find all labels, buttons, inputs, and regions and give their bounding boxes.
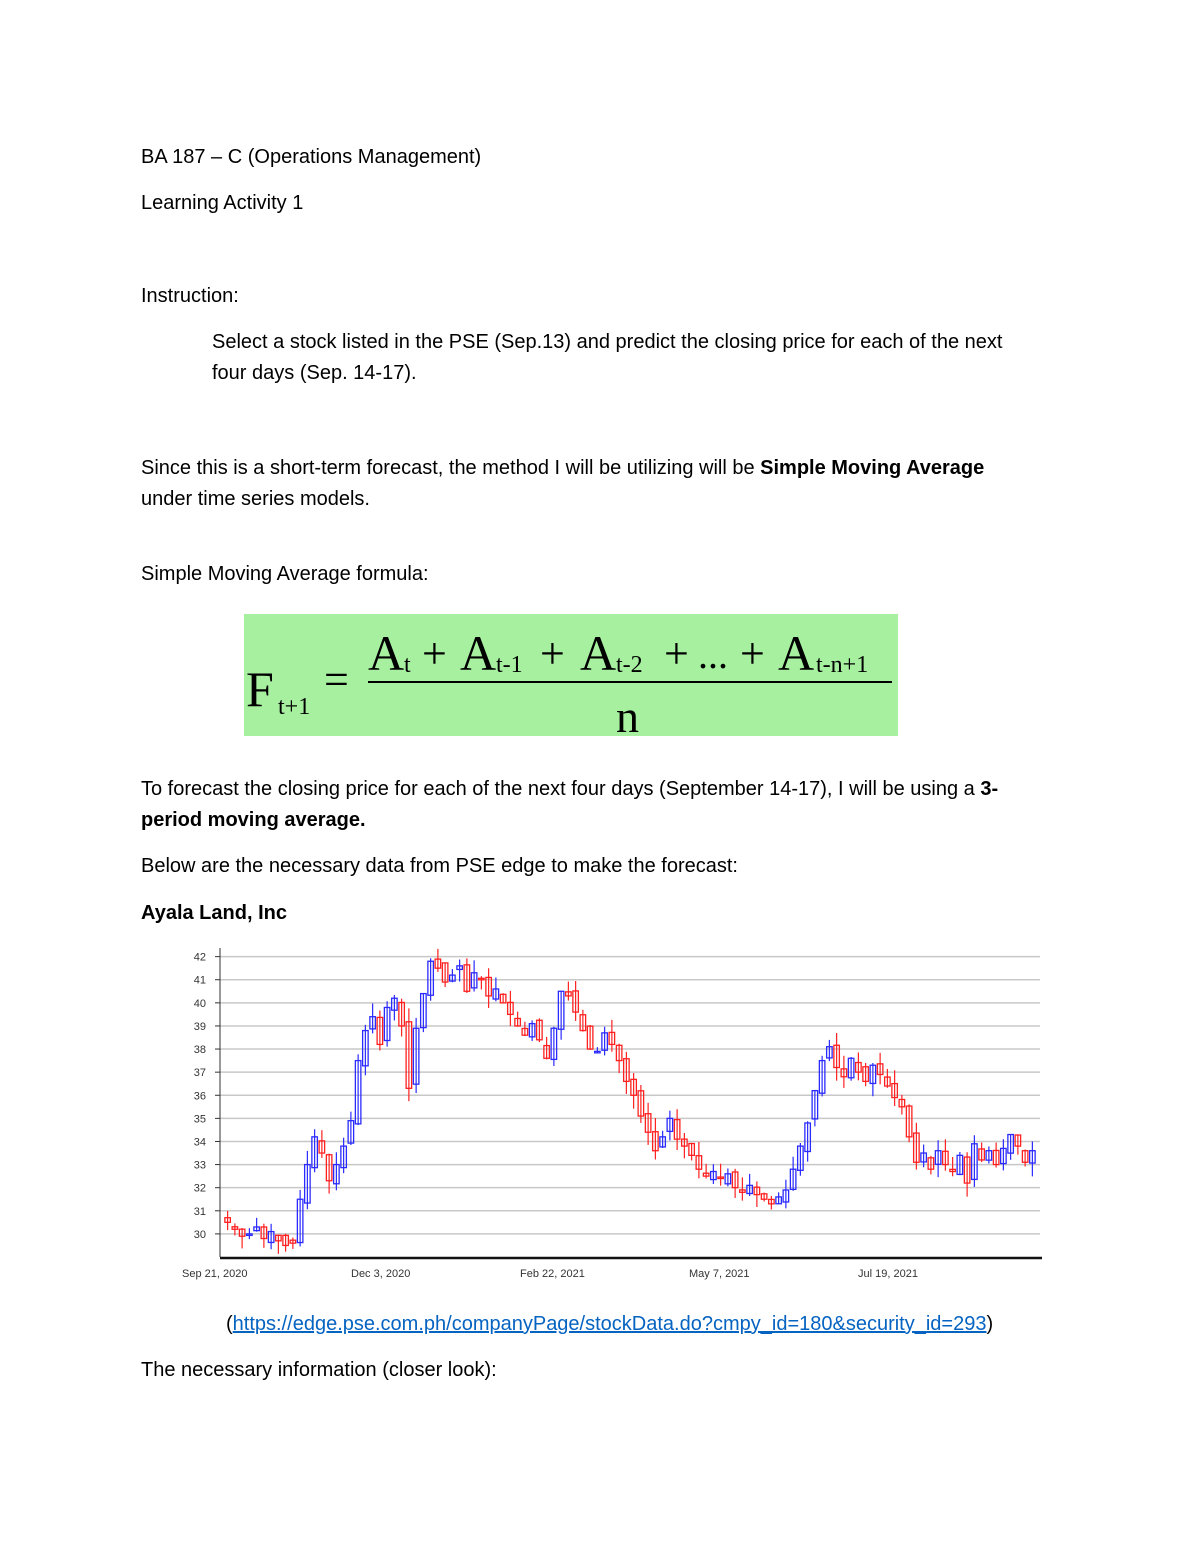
candle	[334, 1152, 340, 1190]
candle	[442, 963, 448, 987]
candle	[848, 1057, 854, 1081]
candle	[587, 1025, 593, 1050]
formula-term-sub: t-2	[616, 652, 643, 678]
instruction-text-line1: Select a stock listed in the PSE (Sep.13) and predict the closing price for each of the next	[212, 331, 1003, 353]
candle	[239, 1228, 245, 1248]
candle	[914, 1123, 920, 1170]
candle	[392, 995, 398, 1021]
x-tick-label: Feb 22, 2021	[520, 1268, 585, 1280]
formula-term-sub: t-1	[496, 652, 523, 678]
candle	[479, 976, 485, 989]
candle	[776, 1192, 782, 1204]
y-tick-label: 40	[193, 997, 206, 1010]
candle	[384, 1001, 390, 1046]
candle	[906, 1104, 912, 1142]
moving-average-formula	[244, 614, 898, 736]
candle	[950, 1157, 956, 1176]
chart-axes	[182, 948, 1042, 1280]
candle	[399, 999, 405, 1037]
candle	[225, 1211, 231, 1230]
candle	[312, 1129, 318, 1172]
candle	[406, 1008, 412, 1101]
candle	[783, 1180, 789, 1209]
candle	[319, 1130, 325, 1158]
formula-lhs-sub: t+1	[278, 694, 311, 720]
candle	[689, 1143, 695, 1161]
candle	[1008, 1135, 1014, 1160]
formula-denominator: n	[616, 691, 639, 736]
candle	[696, 1142, 702, 1178]
formula-term-var: A	[778, 625, 815, 681]
candle	[537, 1018, 543, 1042]
y-tick-label: 35	[193, 1113, 206, 1126]
candle	[667, 1111, 673, 1141]
candle	[413, 1018, 419, 1093]
formula-term-var: A	[368, 625, 405, 681]
candle	[892, 1070, 898, 1106]
candle	[363, 1025, 369, 1075]
candle	[747, 1174, 753, 1196]
closer-look-text: The necessary information (closer look):	[141, 1359, 497, 1381]
candle	[682, 1133, 688, 1158]
candle	[290, 1238, 296, 1249]
candle	[638, 1085, 644, 1123]
candle	[297, 1190, 303, 1247]
candle	[370, 1003, 376, 1033]
y-tick-label: 36	[193, 1090, 206, 1103]
candle	[740, 1177, 746, 1200]
source-link[interactable]: https://edge.pse.com.ph/companyPage/stockData.do?cmpy_id=180&security_id=293	[232, 1313, 987, 1335]
candle	[863, 1063, 869, 1086]
candle	[972, 1135, 978, 1187]
candle	[348, 1112, 354, 1145]
candle	[1015, 1135, 1021, 1155]
forecast-paragraph-line2	[141, 805, 366, 835]
candle	[551, 1027, 557, 1066]
stock-price-chart	[160, 940, 1050, 1285]
candle	[515, 1012, 521, 1027]
y-tick-label: 30	[193, 1228, 206, 1241]
candle	[819, 1056, 825, 1097]
y-tick-label: 32	[193, 1182, 206, 1195]
candle	[493, 977, 499, 1001]
source-citation	[226, 1309, 993, 1339]
formula-term-sub: t	[404, 652, 411, 678]
instruction-label: Instruction:	[141, 285, 239, 307]
candle	[877, 1053, 883, 1084]
candle	[769, 1196, 775, 1209]
source-open-paren: (	[226, 1313, 233, 1335]
course-title: BA 187 – C (Operations Management)	[141, 146, 482, 168]
y-tick-label: 33	[193, 1159, 206, 1172]
candle	[377, 1011, 383, 1051]
formula-plus: +	[664, 629, 689, 678]
y-tick-label: 41	[193, 974, 206, 987]
y-tick-label: 31	[193, 1205, 206, 1218]
candle	[457, 960, 463, 982]
candle	[725, 1168, 731, 1186]
candle	[529, 1020, 535, 1041]
candle	[653, 1118, 659, 1160]
formula-lhs-var: F	[246, 661, 274, 717]
candle	[305, 1151, 311, 1209]
candle	[508, 991, 514, 1026]
candle	[993, 1143, 999, 1168]
candle	[943, 1139, 949, 1170]
candle	[957, 1152, 963, 1175]
method-paragraph-line2: under time series models.	[141, 488, 370, 510]
candle	[566, 982, 572, 1001]
method-paragraph-line1	[141, 453, 984, 483]
y-tick-label: 34	[193, 1136, 206, 1149]
x-tick-label: Jul 19, 2021	[858, 1268, 918, 1280]
candle	[276, 1235, 282, 1254]
forecast-text: To forecast the closing price for each of the next four days (September 14-17), I will be using a	[141, 778, 981, 800]
candle	[754, 1181, 760, 1207]
formula-term-var: A	[580, 625, 617, 681]
candle	[268, 1224, 274, 1249]
x-tick-label: May 7, 2021	[689, 1268, 750, 1280]
candle	[979, 1143, 985, 1163]
candle	[761, 1193, 767, 1202]
candle	[674, 1109, 680, 1150]
chart-candles	[225, 949, 1035, 1254]
candle	[964, 1152, 970, 1196]
candle	[522, 1022, 528, 1036]
source-close-paren: )	[986, 1313, 994, 1335]
candle	[711, 1164, 717, 1184]
candle	[544, 1037, 550, 1060]
candle	[247, 1228, 253, 1239]
formula-term-sub: t-n+1	[816, 652, 869, 678]
candle	[827, 1040, 833, 1061]
candle	[899, 1095, 905, 1115]
company-name-text: Ayala Land, Inc	[141, 902, 287, 924]
candle	[834, 1033, 840, 1081]
candle	[732, 1169, 738, 1198]
candle	[631, 1073, 637, 1109]
candle	[283, 1234, 289, 1252]
forecast-paragraph-line1	[141, 774, 998, 804]
formula-plus: +	[740, 629, 765, 678]
candle	[261, 1224, 267, 1248]
candle	[486, 968, 492, 1008]
formula-plus: +	[540, 629, 565, 678]
y-tick-label: 39	[193, 1020, 206, 1033]
candle	[580, 1010, 586, 1032]
candle	[558, 991, 564, 1040]
candle	[703, 1164, 709, 1179]
candle	[986, 1146, 992, 1163]
candle	[500, 993, 506, 1003]
y-tick-label: 37	[193, 1067, 206, 1080]
candle	[573, 981, 579, 1021]
candle	[1001, 1139, 1007, 1170]
data-intro: Below are the necessary data from PSE edge to make the forecast:	[141, 855, 738, 877]
candlestick-chart-svg	[160, 940, 1050, 1285]
candle	[616, 1044, 622, 1073]
chart-grid	[220, 957, 1040, 1234]
candle	[870, 1063, 876, 1096]
forecast-period-bold: 3-	[980, 778, 999, 800]
formula-plus: +	[422, 629, 447, 678]
candle	[660, 1131, 666, 1148]
company-name	[141, 898, 287, 928]
y-tick-label: 42	[193, 951, 206, 964]
candle	[435, 949, 441, 972]
method-name-bold: Simple Moving Average	[760, 457, 985, 479]
formula-equals: =	[324, 655, 349, 704]
candle	[341, 1138, 347, 1173]
method-text: Since this is a short-term forecast, the method I will be utilizing will be	[141, 457, 761, 479]
y-tick-label: 38	[193, 1044, 206, 1057]
forecast-period-bold: period moving average.	[141, 809, 366, 831]
instruction-text-line2: four days (Sep. 14-17).	[212, 362, 417, 384]
candle	[856, 1052, 862, 1080]
candle	[609, 1020, 615, 1052]
candle	[718, 1164, 724, 1186]
formula-term-var: A	[460, 625, 497, 681]
candle	[798, 1143, 804, 1176]
x-tick-label: Dec 3, 2020	[351, 1268, 411, 1280]
candle	[790, 1157, 796, 1191]
x-tick-label: Sep 21, 2020	[182, 1268, 248, 1280]
candle	[464, 958, 470, 993]
formula-label: Simple Moving Average formula:	[141, 563, 429, 585]
candle	[355, 1054, 361, 1125]
candle	[595, 1047, 601, 1053]
candle	[1030, 1141, 1036, 1176]
activity-title: Learning Activity 1	[141, 192, 304, 214]
formula-ellipsis: ...	[698, 632, 728, 677]
candle	[645, 1103, 651, 1145]
candle	[602, 1027, 608, 1056]
candle	[254, 1218, 260, 1232]
candle	[471, 960, 477, 991]
candle	[935, 1140, 941, 1177]
